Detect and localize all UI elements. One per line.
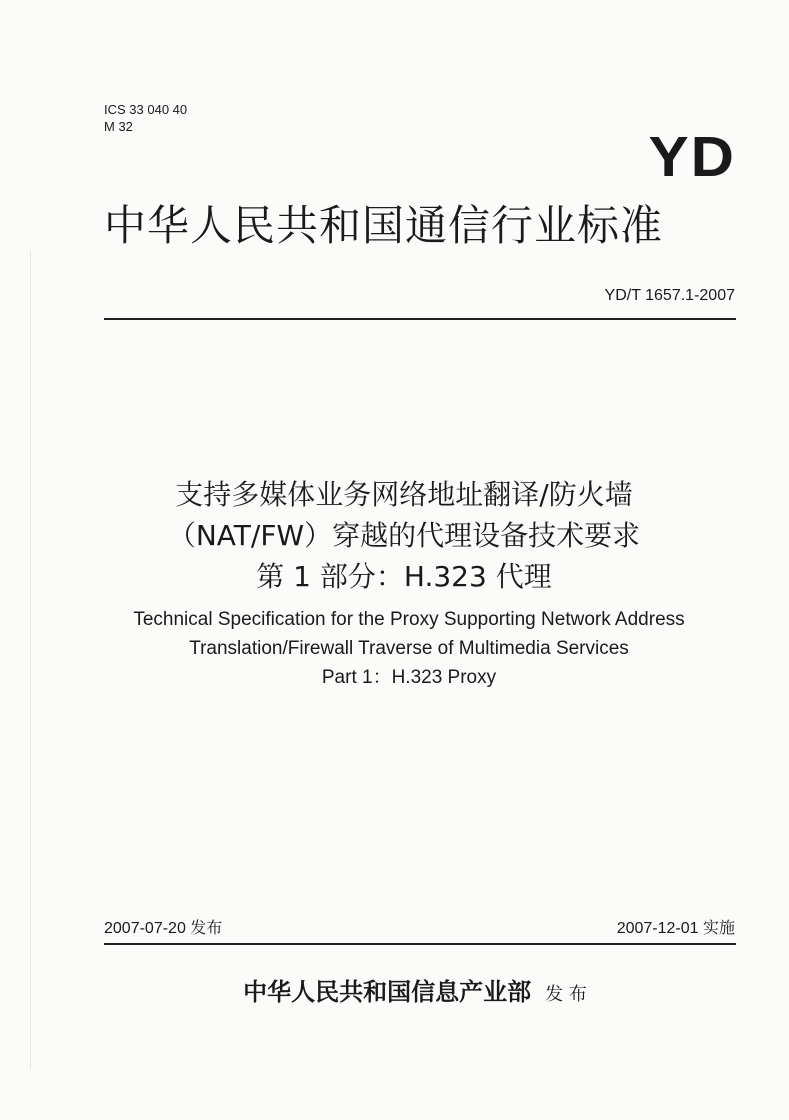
chinese-title-line-3: 第 1 部分：H.323 代理 [256, 560, 552, 593]
scan-margin-line [30, 250, 31, 1070]
top-divider [104, 318, 736, 320]
english-title [54, 605, 764, 692]
english-title-line-3: Part 1：H.323 Proxy [321, 667, 497, 688]
ics-code: ICS 33 040 40 [104, 102, 188, 117]
chinese-title [54, 474, 754, 597]
standard-number: YD/T 1657.1-2007 [604, 287, 735, 304]
standard-title: 中华人民共和国通信行业标准 [104, 201, 664, 250]
issuer [180, 975, 650, 1012]
issuer-suffix: 发 布 [545, 984, 587, 1005]
chinese-title-line-2: （NAT/FW）穿越的代理设备技术要求 [167, 519, 641, 552]
effective-date: 2007-12-01 实施 [616, 920, 735, 937]
issuer-name: 中华人民共和国信息产业部 [243, 977, 532, 1006]
chinese-title-line-1: 支持多媒体业务网络地址翻译/防火墙 [175, 478, 633, 511]
bottom-divider [104, 943, 736, 945]
english-title-line-2: Translation/Firewall Traverse of Multimedia Services [189, 638, 629, 659]
yd-logo: YD [648, 124, 736, 189]
ccs-code: M 32 [104, 119, 133, 134]
issue-date: 2007-07-20 发布 [104, 920, 223, 937]
english-title-line-1: Technical Specification for the Proxy Supporting Network Address [133, 609, 685, 630]
